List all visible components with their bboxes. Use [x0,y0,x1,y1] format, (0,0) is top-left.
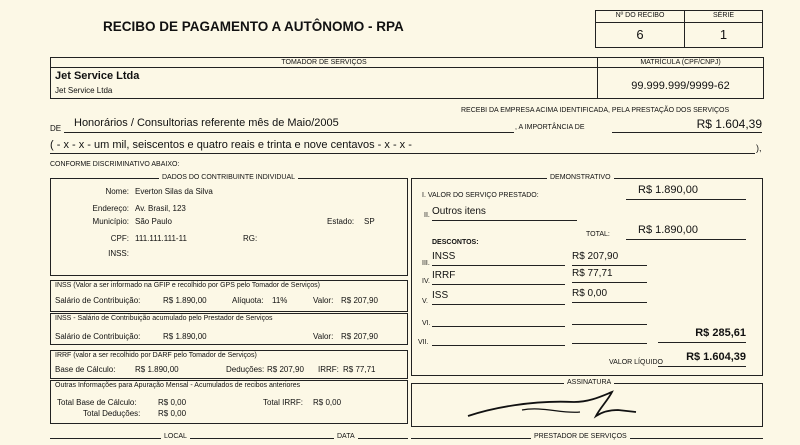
irrf-value-label: IRRF: [318,365,339,374]
item-v-text: ISS [432,290,565,305]
tomador-name-small: Jet Service Ltda [55,86,113,95]
conforme-label: CONFORME DISCRIMINATIVO ABAIXO: [50,161,180,168]
inss-acum-valor-label: Valor: [313,332,334,341]
cpf-value: 111.111.111-11 [135,234,187,243]
descontos-label: DESCONTOS: [432,239,479,246]
aliquota-value: 11% [272,296,288,305]
tomador-name: Jet Service Ltda [55,70,140,82]
irrf-base-label: Base de Cálculo: [55,365,116,374]
contribuinte-box [50,174,408,276]
received-text: RECEBI DA EMPRESA ACIMA IDENTIFICADA, PELA PRESTAÇÃO DOS SERVIÇOS [461,107,730,114]
total-value-text: R$ 1.890,00 [638,224,698,236]
inss-gfip-salario: R$ 1.890,00 [163,296,207,305]
importancia-value: R$ 1.604,39 [612,117,762,133]
irrf-value: R$ 77,71 [343,365,376,374]
inss-gfip-valor-label: Valor: [313,296,334,305]
valor-liquido-label: VALOR LÍQUIDO [609,359,663,366]
assinatura-box [411,379,763,427]
inss-id-label: INSS: [108,249,129,258]
item-vii-value: R$ 285,61 [658,327,746,343]
item-ii-text: Outros itens [432,206,577,221]
outras-header: Outras Informações para Apuração Mensal - Acumulados de recibos anteriores [55,382,301,389]
total-base-label: Total Base de Cálculo: [57,398,137,407]
local-label: LOCAL [161,433,190,440]
endereco-label: Endereço: [92,204,129,213]
series-value: 1 [719,27,728,42]
prestador-label: PRESTADOR DE SERVIÇOS [531,433,630,440]
item-iii-label: III. [422,260,430,267]
aliquota-label: Alíquota: [232,296,264,305]
irrf-deducoes-label: Deduções: [226,365,265,374]
irrf-header: IRRF (valor a ser recolhido por DARF pelo Tomador de Serviços) [55,352,257,359]
assinatura-label: ASSINATURA [564,379,614,387]
cpf-label: CPF: [110,234,129,243]
tomador-header: TOMADOR DE SERVIÇOS [51,58,597,68]
de-label: DE [50,124,62,133]
demonstrativo-header: DEMONSTRATIVO [547,174,614,182]
irrf-base: R$ 1.890,00 [135,365,179,374]
item-vi-label: VI. [422,320,431,327]
contribuinte-header: DADOS DO CONTRIBUINTE INDIVIDUAL [159,174,298,182]
service-desc-text: Honorários / Consultorias referente mês de Maio/2005 [74,117,339,129]
tomador-box [50,57,598,99]
total-label: TOTAL: [586,231,610,238]
page-title: RECIBO DE PAGAMENTO A AUTÔNOMO - RPA [103,19,404,34]
municipio-value: São Paulo [135,217,172,226]
item-ii-label: II. [424,212,430,219]
inss-gfip-box [50,280,408,312]
item-iv-label: IV. [422,278,430,285]
outras-box [50,380,408,424]
receipt-number: 6 [636,27,644,42]
receipt-number-label: Nº DO RECIBO [596,12,684,23]
item-i-value-text: R$ 1.890,00 [638,184,698,196]
series-label: SÉRIE [684,12,763,23]
item-vi-value-line [572,310,647,325]
service-description [64,117,514,133]
item-vii-mid-line [572,329,647,344]
demonstrativo-box [411,174,763,376]
total-irrf: R$ 0,00 [313,398,342,407]
total-value [626,224,746,240]
inss-gfip-valor: R$ 207,90 [341,296,378,305]
rg-label: RG: [243,234,258,243]
item-vi-line [432,312,565,327]
inss-gfip-salario-label: Salário de Contribuição: [55,296,141,305]
inss-acum-header: INSS - Salário de Contribuição acumulado pelo Prestador de Serviços [55,315,273,322]
item-v-label: V. [422,298,428,305]
item-iv-text: IRRF [432,270,565,285]
item-iii-value: R$ 207,90 [572,251,647,266]
item-i-label: I. VALOR DO SERVIÇO PRESTADO: [422,192,539,199]
receipt-number-box [595,10,763,48]
total-deducoes-label: Total Deduções: [83,409,141,418]
nome-label: Nome: [105,187,129,196]
signature-drawing [462,390,642,424]
nome-value: Everton Silas da Silva [135,187,213,196]
item-iii-text: INSS [432,251,565,266]
irrf-box [50,350,408,379]
total-irrf-label: Total IRRF: [263,398,304,407]
item-v-value: R$ 0,00 [572,288,647,303]
total-deducoes: R$ 0,00 [158,409,187,418]
item-vii-line [432,331,565,346]
importancia-label: , A IMPORTÂNCIA DE [515,124,585,131]
inss-acum-valor: R$ 207,90 [341,332,378,341]
total-base: R$ 0,00 [158,398,187,407]
inss-gfip-header: INSS (Valor a ser informado na GFIP e recolhido por GPS pelo Tomador de Serviços) [55,282,320,289]
matricula-header: MATRÍCULA (CPF/CNPJ) [598,58,763,68]
amount-in-words: ( - x - x - um mil, seiscentos e quatro reais e trinta e nove centavos - x - x - [50,139,755,154]
inss-acum-box [50,313,408,345]
endereco-value: Av. Brasil, 123 [135,204,186,213]
inss-acum-salario-label: Salário de Contribuição: [55,332,141,341]
matricula-value: 99.999.999/9999-62 [631,80,730,92]
matricula-box [597,57,764,99]
item-iv-value: R$ 77,71 [572,268,647,283]
municipio-label: Município: [92,217,129,226]
amount-in-words-close: ), [756,143,762,153]
estado-value: SP [364,217,375,226]
data-label: DATA [334,433,358,440]
estado-label: Estado: [327,217,355,226]
valor-liquido-value: R$ 1.604,39 [658,351,746,367]
item-i-value [626,184,746,200]
irrf-deducoes: R$ 207,90 [267,365,304,374]
inss-acum-salario: R$ 1.890,00 [163,332,207,341]
item-vii-label: VII. [418,339,429,346]
